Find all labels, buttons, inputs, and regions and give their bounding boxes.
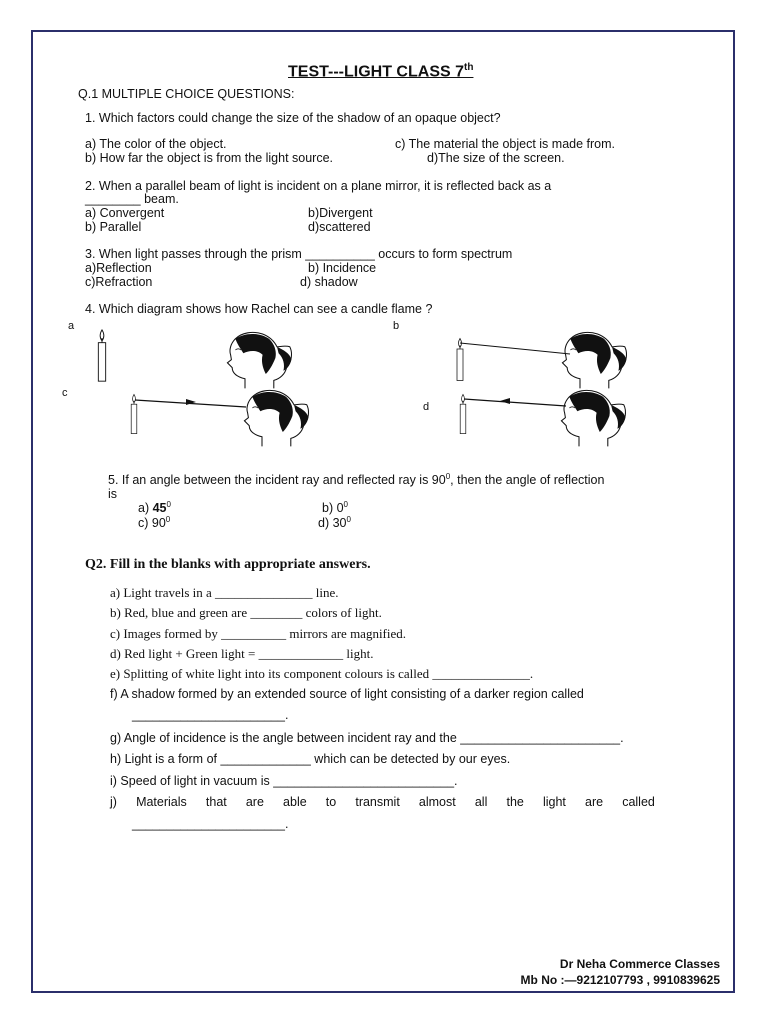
q1-3-option-c: c)Refraction — [85, 275, 153, 289]
q1-heading: Q.1 MULTIPLE CHOICE QUESTIONS: — [78, 87, 295, 101]
q2-item-j-word: the — [506, 795, 524, 809]
q1-1-question: 1. Which factors could change the size of the shadow of an opaque object? — [85, 111, 501, 125]
q1-3-option-d: d) shadow — [300, 275, 358, 289]
q2-item-j — [110, 795, 655, 809]
q2-item-j-word: Materials — [136, 795, 187, 809]
q2-item-j-word: are — [245, 795, 264, 809]
q1-5-question: 5. If an angle between the incident ray and reflected ray is $90^0$, then the angle of reflection — [108, 472, 605, 488]
q1-1-option-a: a) The color of the object. — [85, 137, 227, 151]
q1-2-option-d: d)scattered — [308, 220, 371, 234]
q2-item-h: h) Light is a form of _____________ which can be detected by our eyes. — [110, 752, 511, 766]
q1-3-option-a: a)Reflection — [85, 261, 152, 275]
q2-item-e: e) Splitting of white light into its component colours is called _______________. — [110, 666, 534, 681]
q2-item-j-word: are — [585, 795, 604, 809]
diagram-a — [98, 330, 291, 389]
diagram-label-a: a — [68, 320, 75, 332]
q2-item-j-word: able — [283, 795, 307, 809]
arrow-d — [500, 398, 510, 404]
q1-5-question-cont: is — [108, 487, 118, 501]
diagram-label-d: d — [423, 401, 430, 413]
q1-3-option-b: b) Incidence — [308, 261, 377, 275]
q2-item-j-word: j) — [110, 795, 117, 809]
q2-item-c: c) Images formed by __________ mirrors are magnified. — [110, 626, 407, 641]
q2-item-f: f) A shadow formed by an extended source of light consisting of a darker region called — [110, 687, 584, 701]
q2-item-j-word: transmit — [355, 795, 400, 809]
ray-d — [464, 399, 566, 406]
q2-item-d: d) Red light + Green light = _____________ light. — [110, 646, 374, 661]
q2-item-f-blank: ______________________. — [132, 708, 289, 722]
q2-item-j-word: called — [622, 795, 655, 809]
q2-item-j-word: all — [474, 795, 488, 809]
q2-item-j-word: that — [205, 795, 227, 809]
q1-5-option-a: a) $45^0$ — [138, 500, 171, 516]
q1-5-option-c: c) $90^0$ — [138, 515, 171, 531]
footer-name: Dr Neha Commerce Classes — [559, 957, 720, 971]
q2-item-g: g) Angle of incidence is the angle between incident ray and the _______________________. — [110, 731, 624, 745]
q1-1-option-c: c) The material the object is made from. — [395, 137, 615, 151]
q1-5-option-d: d) $30^0$ — [318, 515, 351, 531]
q1-3-question: 3. When light passes through the prism __________ occurs to form spectrum — [85, 247, 513, 261]
q1-2-question: 2. When a parallel beam of light is incident on a plane mirror, it is reflected back as a — [85, 179, 552, 193]
q2-item-j-word: almost — [418, 795, 456, 809]
q1-2-option-a: a) Convergent — [85, 206, 165, 220]
q2-item-j-blank: ______________________. — [132, 817, 289, 831]
q1-2-option-c: b) Parallel — [85, 220, 142, 234]
q2-item-i: i) Speed of light in vacuum is __________________________. — [110, 774, 458, 788]
q1-2-option-b: b)Divergent — [308, 206, 373, 220]
q1-2-question-cont: ________ beam. — [85, 192, 179, 206]
diagram-c — [131, 390, 308, 446]
diagram-b — [457, 332, 626, 388]
q2-item-a: a) Light travels in a _______________ line. — [110, 585, 339, 600]
q2-item-b: b) Red, blue and green are ________ colors of light. — [110, 605, 382, 620]
ray-b — [460, 343, 570, 354]
diagram-d — [460, 390, 625, 446]
diagram-label-b: b — [393, 320, 400, 332]
footer-phone: Mb No :—9212107793 , 9910839625 — [520, 973, 720, 987]
q2-heading: Q2. Fill in the blanks with appropriate answers. — [85, 557, 371, 572]
q1-1-option-b: b) How far the object is from the light source. — [85, 151, 334, 165]
diagram-label-c: c — [62, 387, 68, 399]
q1-1-option-d: d)The size of the screen. — [427, 151, 565, 165]
q1-5-option-b: b) $0^0$ — [322, 500, 348, 516]
q2-item-j-word: to — [325, 795, 337, 809]
q2-item-j-word: light — [542, 795, 566, 809]
q1-4-question: 4. Which diagram shows how Rachel can see a candle flame ? — [85, 302, 433, 316]
page-title: TEST---LIGHT CLASS 7th — [288, 62, 474, 81]
